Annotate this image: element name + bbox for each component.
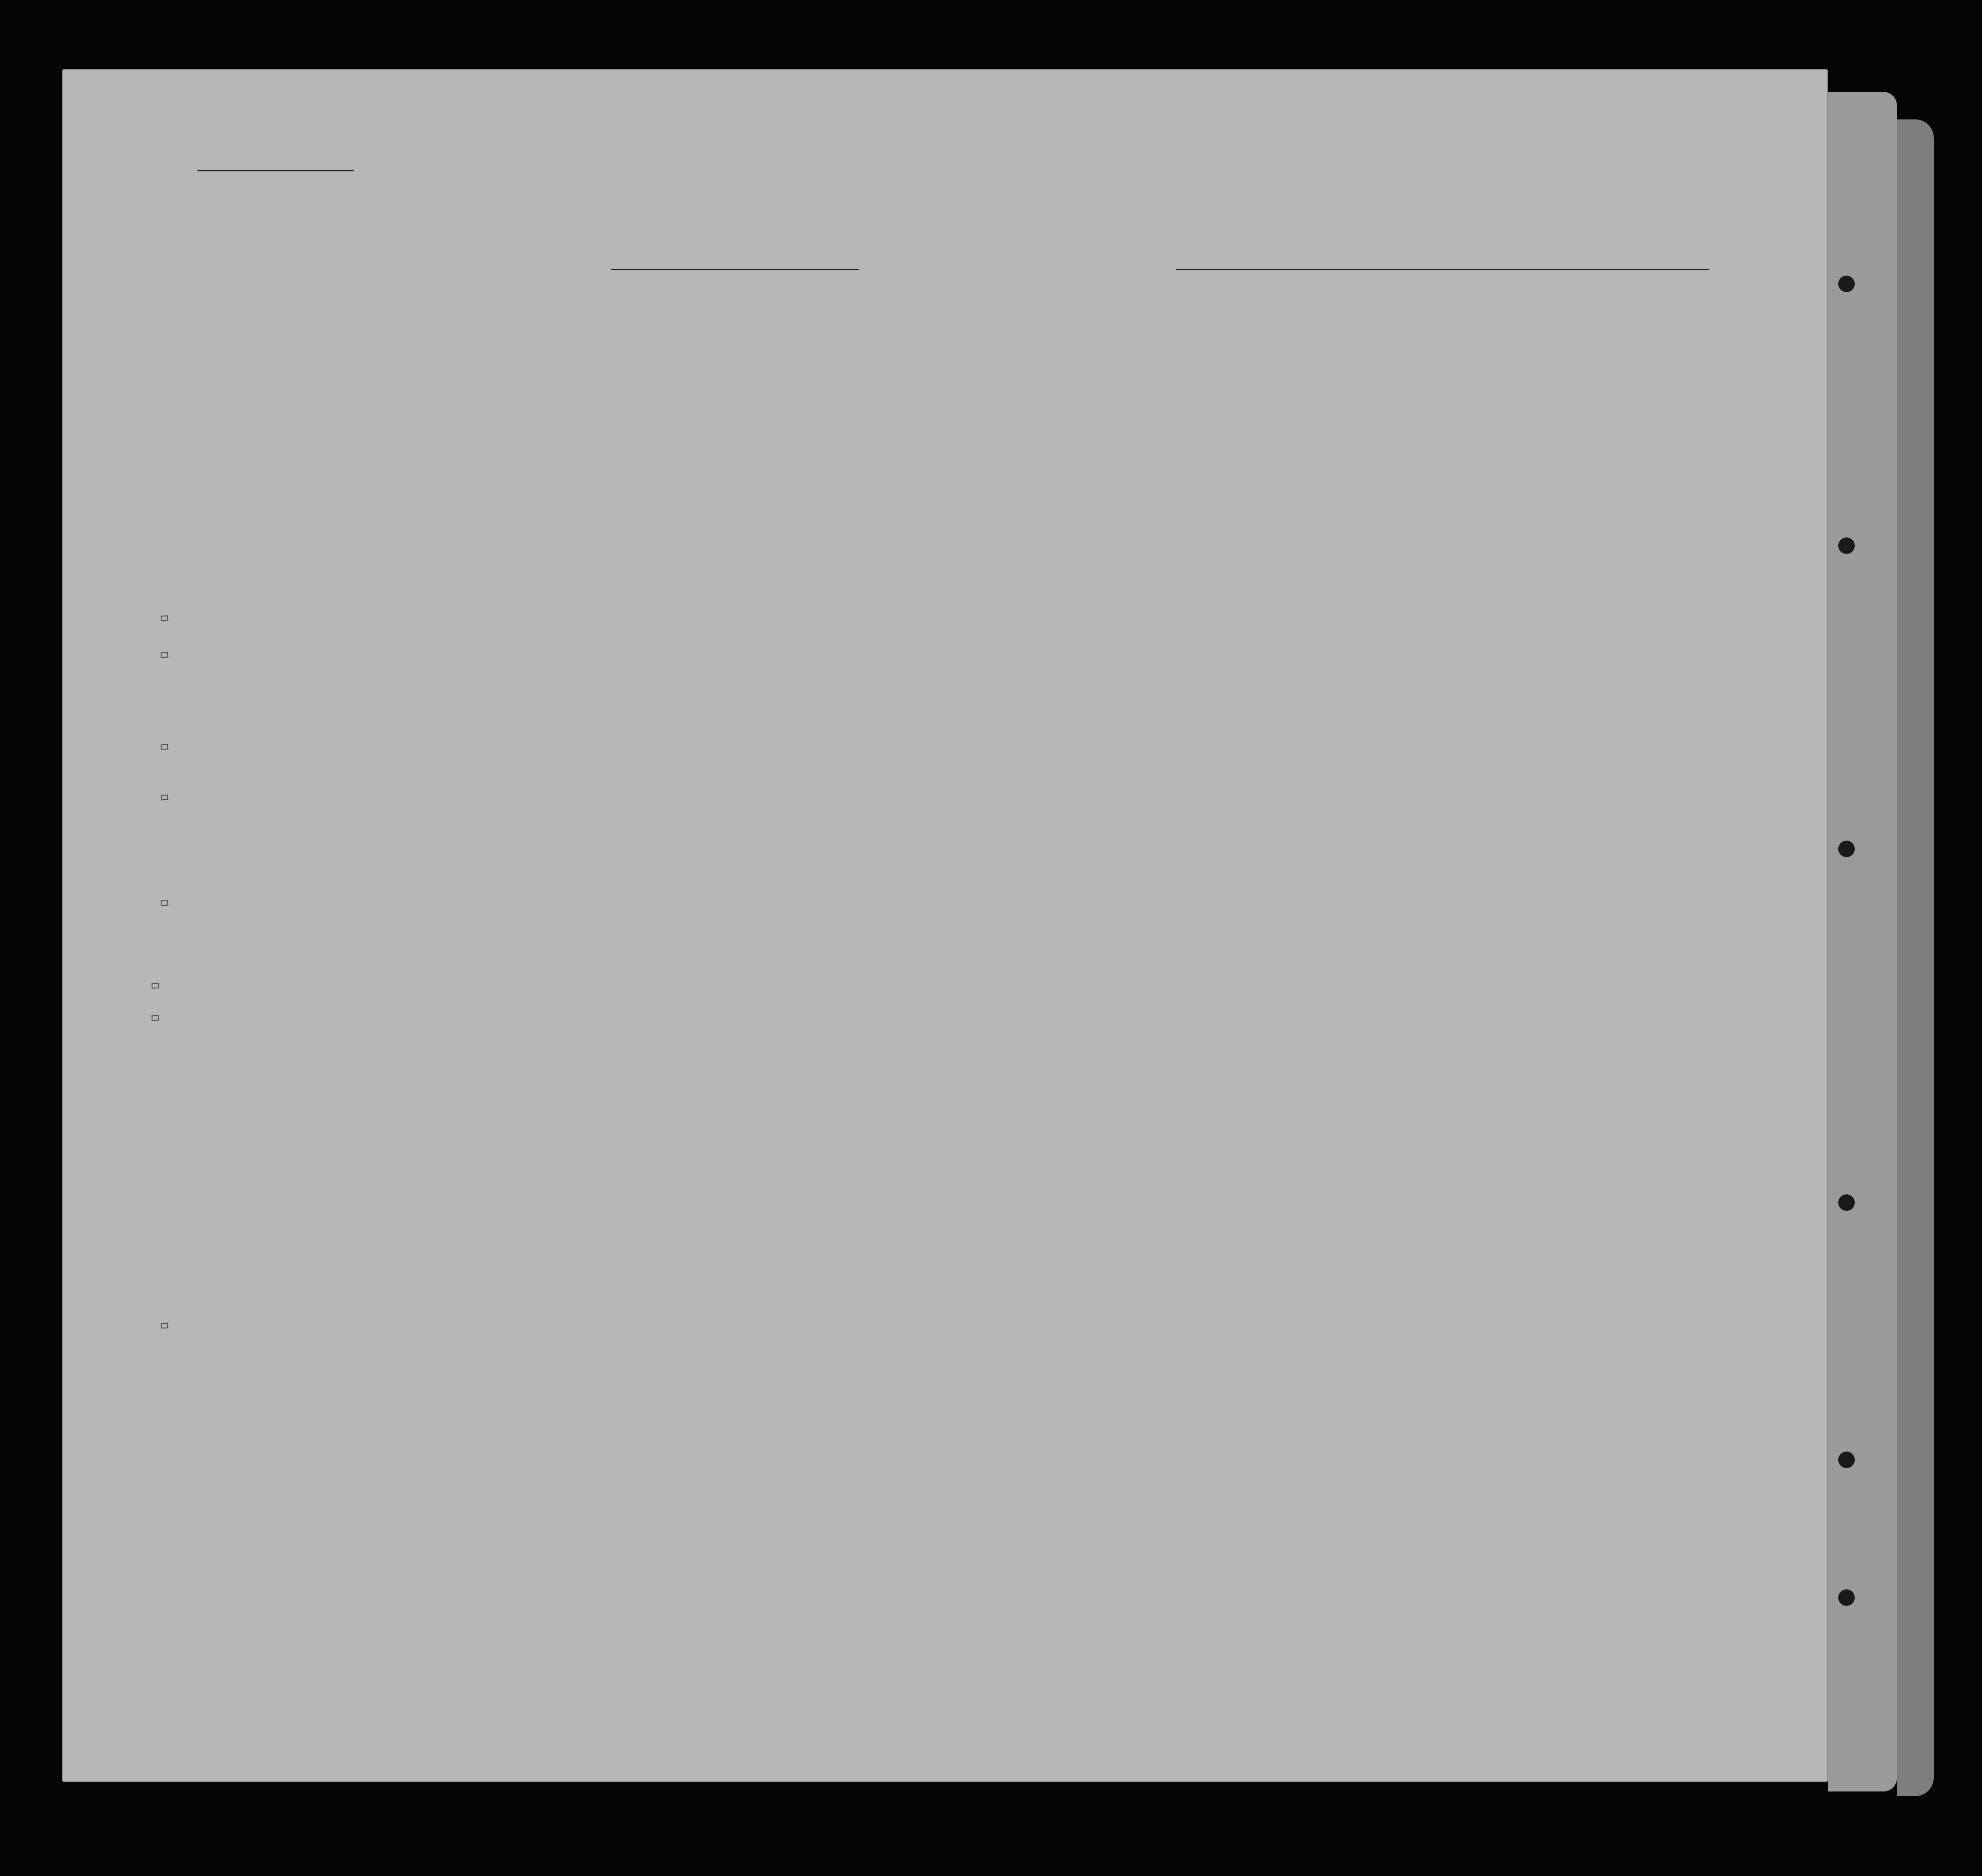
stamp-diplomat <box>161 652 169 658</box>
stamp-under-16 <box>161 1323 169 1329</box>
stamp-transit <box>158 514 164 519</box>
stamp-diplomat <box>161 900 169 906</box>
stamp-us-citizen <box>152 983 159 989</box>
stamp-transit <box>158 1236 164 1240</box>
stamp-diplomat <box>161 795 169 801</box>
stamp-us-citizen <box>152 1015 159 1021</box>
stamp-transit <box>158 1043 164 1047</box>
stamp-transit <box>158 1337 164 1341</box>
stamp-diplomat <box>161 744 169 750</box>
stamp-diplomat <box>161 616 169 622</box>
